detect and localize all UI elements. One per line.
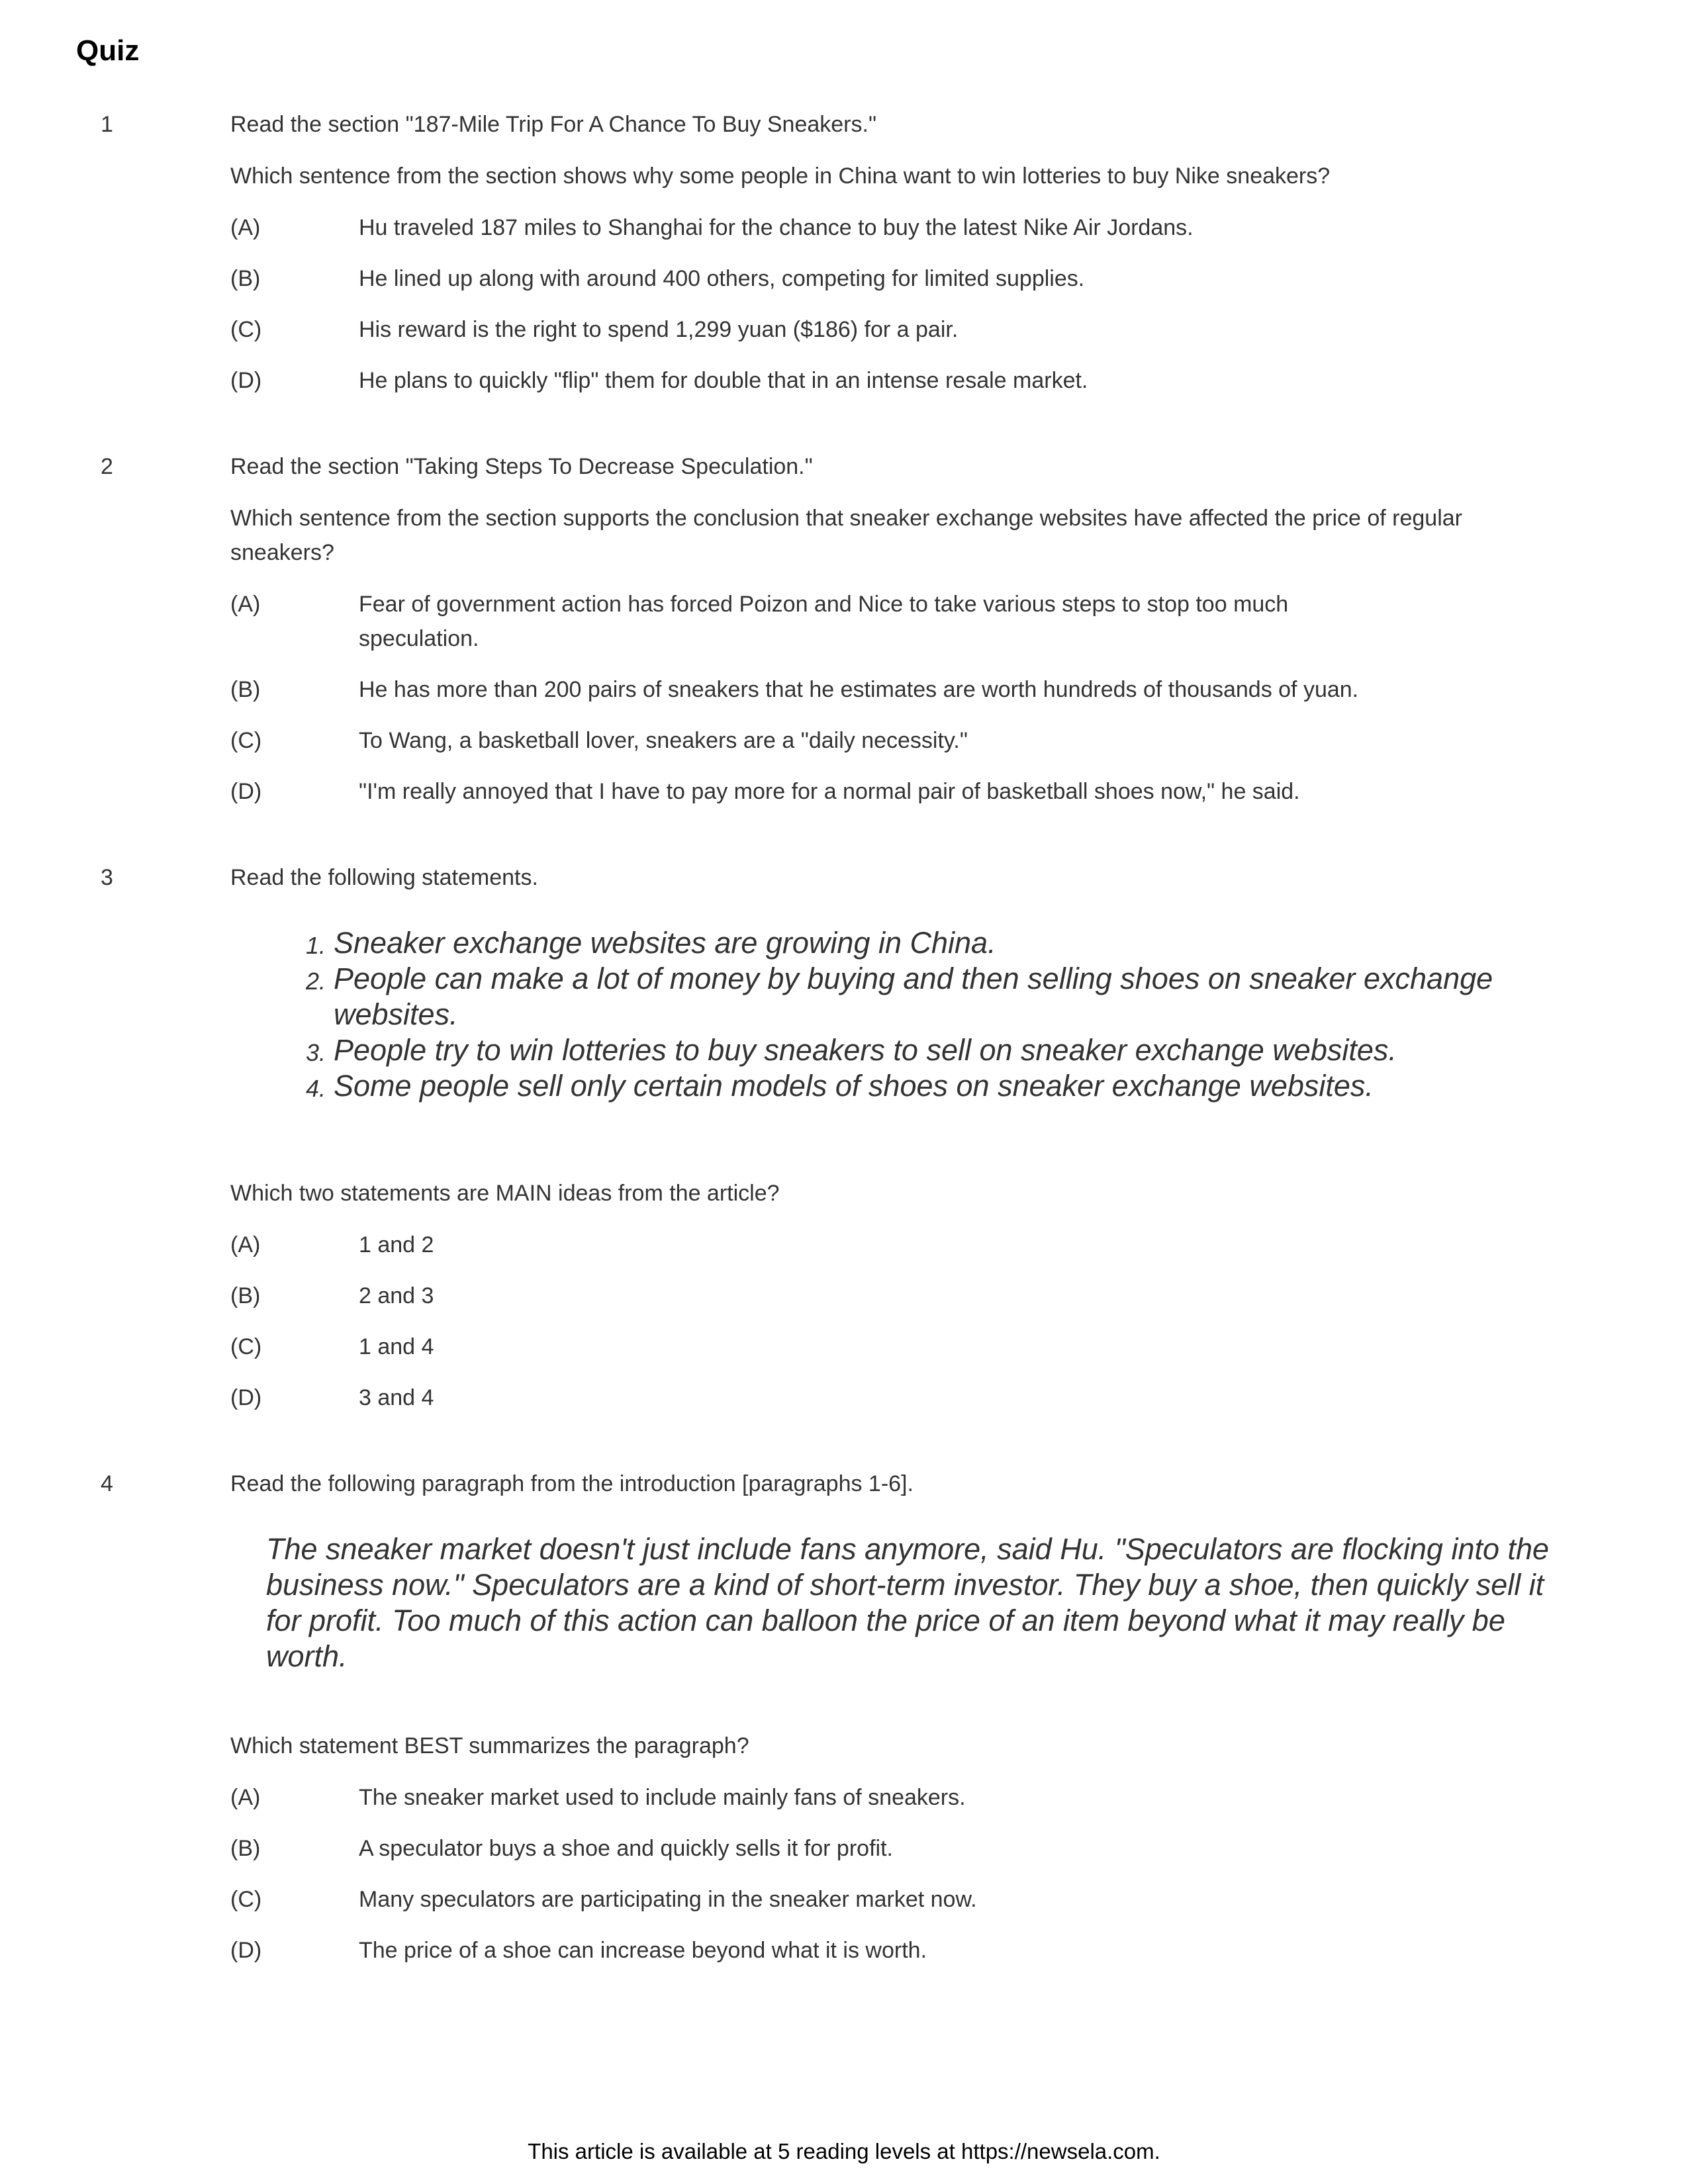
choice-letter: (D) — [230, 1938, 262, 1963]
choice-text: 1 and 4 — [359, 1334, 434, 1359]
choice-text: "I'm really annoyed that I have to pay more for a normal pair of basketball shoes now," he said. — [359, 779, 1300, 804]
choice-text: The price of a shoe can increase beyond what it is worth. — [359, 1938, 927, 1963]
excerpt-paragraph: The sneaker market doesn't just include fans anymore, said Hu. "Speculators are flocking into the business now." Speculators are a kind of short-term investor. They buy a shoe, then quickly sell it for profit. Too much of this action can balloon the price of an item beyond what it may really be worth. — [266, 1532, 1550, 1673]
choice-c[interactable] — [230, 1882, 1548, 1917]
choice-letter: (C) — [230, 1887, 262, 1912]
statement-text: People can make a lot of money by buying and then selling shoes on sneaker exchange websites. — [334, 962, 1493, 1031]
question-text: Which two statements are MAIN ideas from the article? — [230, 1181, 780, 1206]
choice-letter: (C) — [230, 317, 262, 342]
choice-letter: (A) — [230, 1232, 261, 1257]
choice-text: 3 and 4 — [359, 1385, 434, 1410]
statement-number: 4. — [306, 1075, 326, 1102]
choice-b[interactable] — [230, 1279, 1548, 1313]
statement-number: 1. — [306, 932, 326, 959]
choice-text: He has more than 200 pairs of sneakers that he estimates are worth hundreds of thousands of yuan. — [359, 677, 1359, 702]
question-number: 4 — [101, 1471, 113, 1496]
choice-letter: (B) — [230, 1836, 261, 1861]
choice-a[interactable] — [230, 1228, 1548, 1262]
choice-d[interactable] — [230, 1933, 1548, 1968]
statement-text: Sneaker exchange websites are growing in China. — [334, 926, 996, 960]
question-number: 1 — [101, 112, 113, 137]
choice-b[interactable] — [230, 672, 1548, 707]
choice-text: Hu traveled 187 miles to Shanghai for the chance to buy the latest Nike Air Jordans. — [359, 215, 1194, 240]
choice-text: A speculator buys a shoe and quickly sells it for profit. — [359, 1836, 893, 1861]
question-text: Which sentence from the section supports the conclusion that sneaker exchange websites have affected the price of regular sneakers? — [230, 506, 1463, 565]
choice-d[interactable] — [230, 774, 1548, 809]
statement-item — [306, 925, 1564, 961]
choice-text: To Wang, a basketball lover, sneakers are a "daily necessity." — [359, 728, 968, 753]
choice-letter: (A) — [230, 592, 261, 617]
choice-letter: (C) — [230, 1334, 262, 1359]
choice-letter: (B) — [230, 677, 261, 702]
question-number: 3 — [101, 865, 113, 890]
choice-letter: (C) — [230, 728, 262, 753]
choice-letter: (D) — [230, 779, 262, 804]
choice-b[interactable] — [230, 1831, 1548, 1866]
question-prompt: Read the following paragraph from the introduction [paragraphs 1-6]. — [230, 1471, 914, 1496]
choice-text: 2 and 3 — [359, 1283, 434, 1308]
choice-a[interactable] — [230, 1780, 1548, 1815]
choice-a[interactable] — [230, 587, 1548, 656]
choice-text: Fear of government action has forced Poizon and Nice to take various steps to stop too much speculation. — [359, 592, 1289, 651]
choice-letter: (D) — [230, 368, 262, 393]
question-number: 2 — [101, 454, 113, 479]
choice-letter: (B) — [230, 1283, 261, 1308]
choice-letter: (A) — [230, 1785, 261, 1810]
question-prompt: Read the section "187-Mile Trip For A Chance To Buy Sneakers." — [230, 112, 877, 137]
choice-letter: (B) — [230, 266, 261, 291]
question-prompt: Read the following statements. — [230, 865, 538, 890]
choice-text: The sneaker market used to include mainly fans of sneakers. — [359, 1785, 966, 1810]
statement-text: Some people sell only certain models of shoes on sneaker exchange websites. — [334, 1069, 1374, 1103]
choice-c[interactable] — [230, 723, 1548, 758]
choice-text: 1 and 2 — [359, 1232, 434, 1257]
choice-letter: (A) — [230, 215, 261, 240]
choice-text: He lined up along with around 400 others, competing for limited supplies. — [359, 266, 1085, 291]
statement-item — [306, 1032, 1564, 1068]
choice-c[interactable] — [230, 1330, 1548, 1364]
statement-item — [306, 961, 1564, 1032]
choice-c[interactable] — [230, 312, 1548, 347]
choice-text: His reward is the right to spend 1,299 yuan ($186) for a pair. — [359, 317, 959, 342]
choice-text: He plans to quickly "flip" them for double that in an intense resale market. — [359, 368, 1088, 393]
choice-d[interactable] — [230, 1381, 1548, 1415]
choice-a[interactable] — [230, 210, 1548, 245]
choice-letter: (D) — [230, 1385, 262, 1410]
statement-list — [306, 925, 1564, 1104]
choice-text: Many speculators are participating in the sneaker market now. — [359, 1887, 977, 1912]
page-title: Quiz — [76, 34, 140, 67]
question-text: Which sentence from the section shows why some people in China want to win lotteries to buy Nike sneakers? — [230, 163, 1331, 189]
statement-text: People try to win lotteries to buy sneakers to sell on sneaker exchange websites. — [334, 1033, 1397, 1067]
choice-b[interactable] — [230, 261, 1548, 296]
statement-item — [306, 1068, 1564, 1104]
footer-note: This article is available at 5 reading levels at https://newsela.com. — [528, 2139, 1160, 2163]
choice-d[interactable] — [230, 363, 1548, 398]
question-prompt: Read the section "Taking Steps To Decrease Speculation." — [230, 454, 813, 479]
statement-number: 3. — [306, 1039, 326, 1066]
question-text: Which statement BEST summarizes the paragraph? — [230, 1733, 749, 1758]
statement-number: 2. — [306, 968, 326, 995]
